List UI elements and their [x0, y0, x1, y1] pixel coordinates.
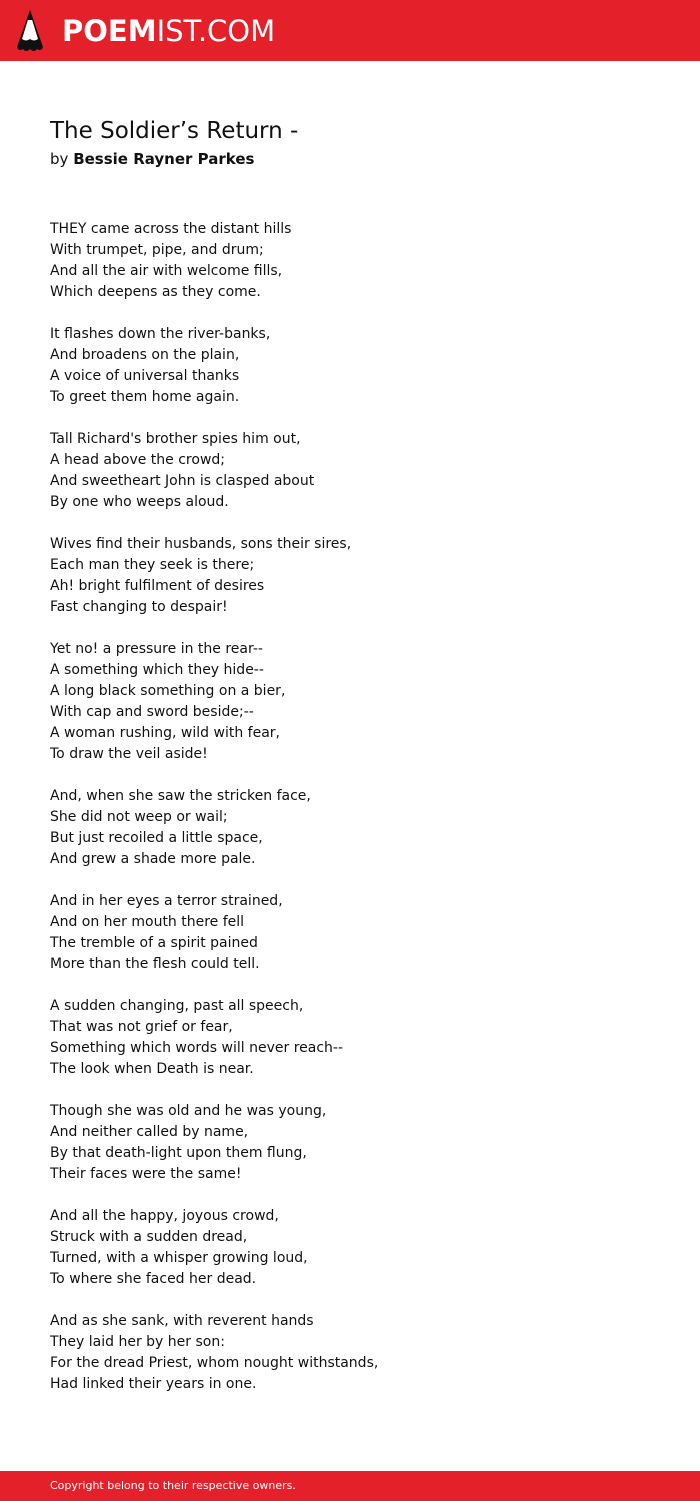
poem-stanza [50, 639, 610, 765]
poem-line: Though she was old and he was young, [50, 1103, 327, 1119]
poem-line: Struck with a sudden dread, [50, 1229, 248, 1245]
poem-line: And all the air with welcome fills, [50, 263, 283, 279]
poem-line: And as she sank, with reverent hands [50, 1313, 314, 1329]
poem-line: More than the flesh could tell. [50, 956, 260, 972]
poem-line: They laid her by her son: [50, 1334, 225, 1350]
logo-text-bold: POEM [62, 14, 157, 48]
poem-line: Which deepens as they come. [50, 284, 261, 300]
poem-stanza [50, 996, 610, 1080]
poem-line: A long black something on a bier, [50, 683, 286, 699]
poem-line: But just recoiled a little space, [50, 830, 263, 846]
copyright-notice: Copyright belong to their respective owners. [50, 1479, 296, 1492]
poem-line: To greet them home again. [50, 389, 240, 405]
poem-line: To where she faced her dead. [50, 1271, 257, 1287]
by-label: by [50, 150, 69, 168]
poem-stanza [50, 219, 610, 303]
poem-line: By one who weeps aloud. [50, 494, 229, 510]
poem-line: Had linked their years in one. [50, 1376, 257, 1392]
poem-line: Something which words will never reach-- [50, 1040, 344, 1056]
poem-stanza [50, 1311, 610, 1395]
poem-stanza [50, 891, 610, 975]
poem-line: Yet no! a pressure in the rear-- [50, 641, 263, 657]
poem-line: And in her eyes a terror strained, [50, 893, 283, 909]
poem-line: Ah! bright fulfilment of desires [50, 578, 265, 594]
poem-line: And grew a shade more pale. [50, 851, 256, 867]
poem-line: The look when Death is near. [50, 1061, 254, 1077]
poem-line: And all the happy, joyous crowd, [50, 1208, 279, 1224]
poem-line: A something which they hide-- [50, 662, 264, 678]
poem-line: For the dread Priest, whom nought withstands, [50, 1355, 379, 1371]
poem-stanza [50, 324, 610, 408]
poem-stanza [50, 429, 610, 513]
poem-line: A voice of universal thanks [50, 368, 240, 384]
logo-text-light: IST.COM [156, 14, 276, 48]
poem-line: With cap and sword beside;-- [50, 704, 254, 720]
poem-line: A head above the crowd; [50, 452, 225, 468]
poem-line: That was not grief or fear, [50, 1019, 233, 1035]
pencil-tip-icon[interactable] [15, 9, 45, 53]
poem-line: Wives find their husbands, sons their sires, [50, 536, 352, 552]
poem-stanza [50, 1206, 610, 1290]
poem-line: The tremble of a spirit pained [50, 935, 258, 951]
poem-stanza [50, 786, 610, 870]
poem-line: A sudden changing, past all speech, [50, 998, 304, 1014]
poem-line: A woman rushing, wild with fear, [50, 725, 280, 741]
author-name: Bessie Rayner Parkes [73, 150, 255, 168]
poem-line: THEY came across the distant hills [50, 221, 292, 237]
poem-line: By that death-light upon them flung, [50, 1145, 307, 1161]
site-footer [0, 1471, 700, 1501]
poem-line: She did not weep or wail; [50, 809, 228, 825]
poem-line: And on her mouth there fell [50, 914, 245, 930]
poem-title: The Soldier’s Return - [50, 118, 299, 144]
poem-line: And sweetheart John is clasped about [50, 473, 315, 489]
poem-line: Tall Richard's brother spies him out, [50, 431, 301, 447]
poem-body [50, 219, 610, 1416]
poem-line: It flashes down the river-banks, [50, 326, 271, 342]
poem-line: Fast changing to despair! [50, 599, 228, 615]
poem-line: Their faces were the same! [50, 1166, 242, 1182]
poem-line: And broadens on the plain, [50, 347, 240, 363]
poem-stanza [50, 1101, 610, 1185]
poem-line: Turned, with a whisper growing loud, [50, 1250, 308, 1266]
poem-line: Each man they seek is there; [50, 557, 255, 573]
site-header [0, 0, 700, 61]
poem-line: With trumpet, pipe, and drum; [50, 242, 264, 258]
site-logo[interactable] [62, 11, 275, 51]
poem-line: And, when she saw the stricken face, [50, 788, 311, 804]
poem-stanza [50, 534, 610, 618]
poem-line: To draw the veil aside! [50, 746, 208, 762]
poem-byline [50, 149, 254, 169]
poem-line: And neither called by name, [50, 1124, 249, 1140]
